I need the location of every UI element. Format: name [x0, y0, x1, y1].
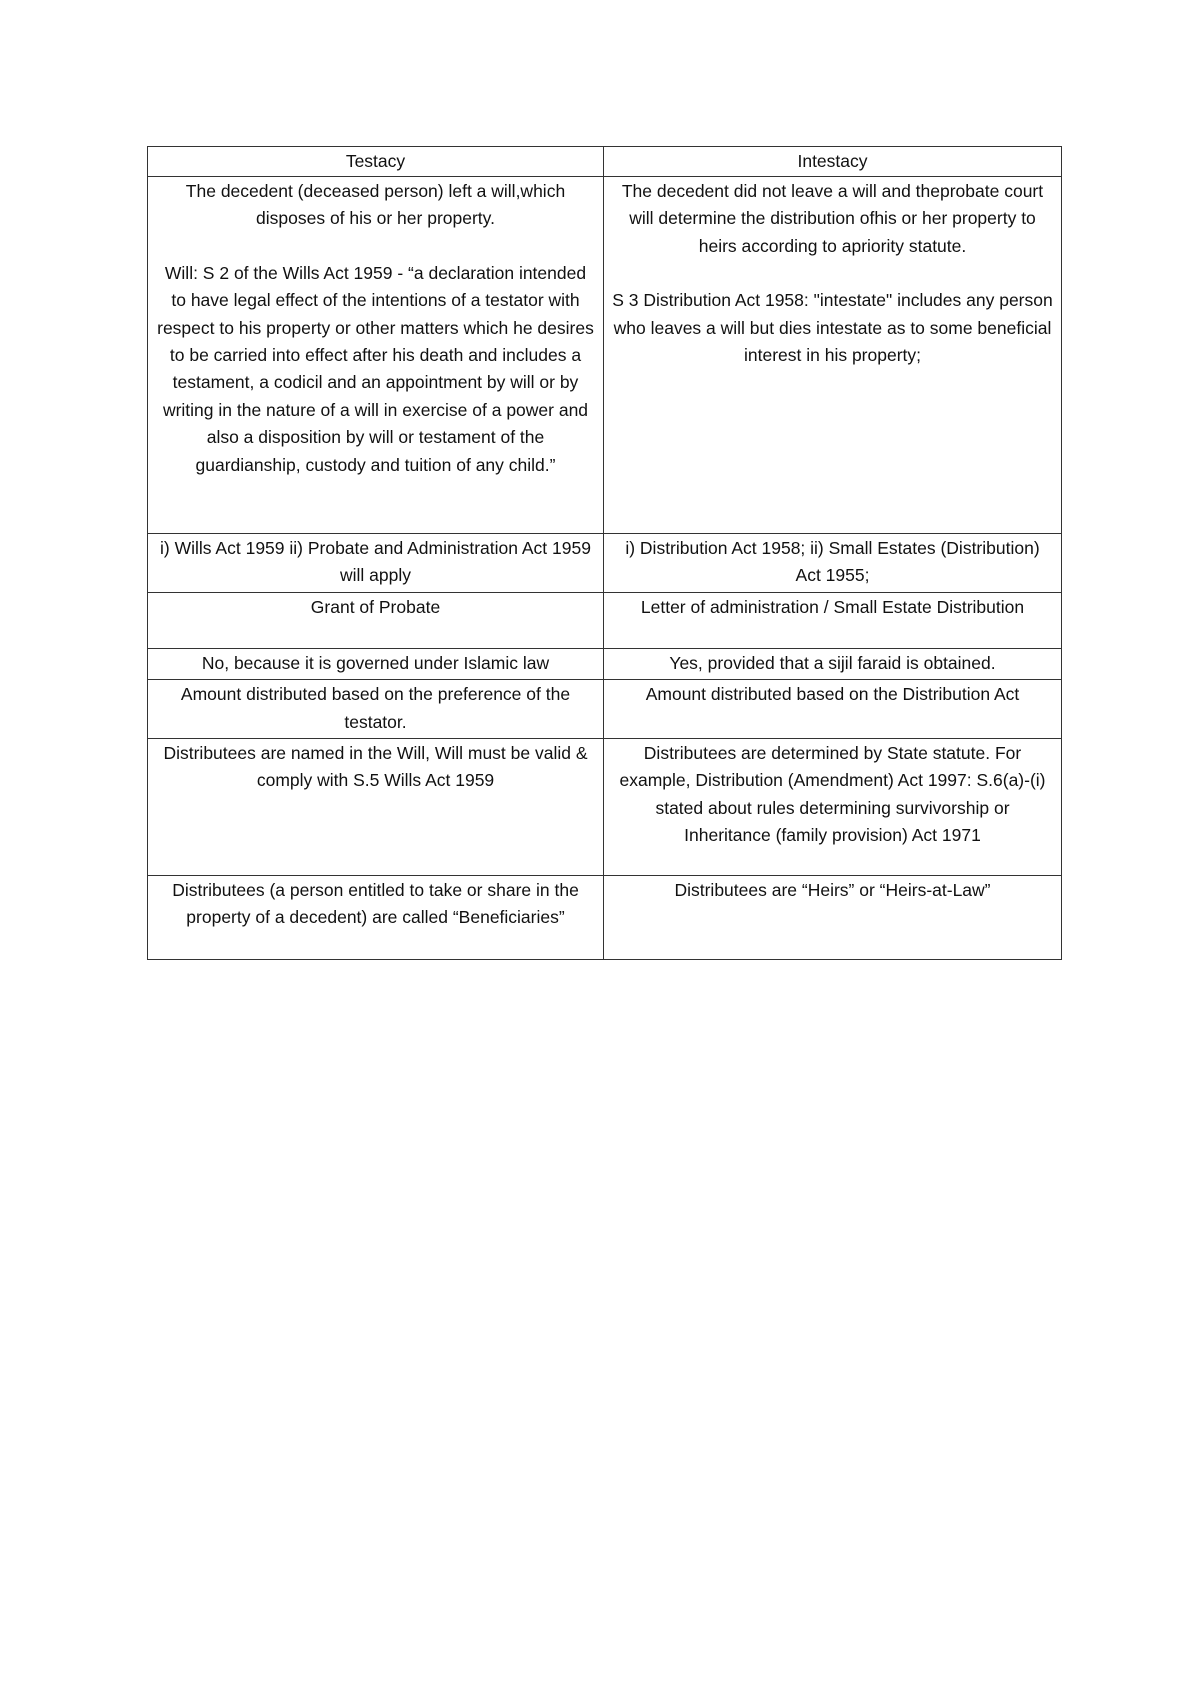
- testacy-cell: Grant of Probate: [148, 592, 604, 648]
- intestacy-cell: Distributees are determined by State statute. For example, Distribution (Amendment) Act 1997: S.6(a)-(i) stated about rules determining survivorship or Inheritance (family provision) Act 1971: [604, 739, 1062, 876]
- table-header-row: [148, 147, 1062, 177]
- intestacy-cell: Distributees are “Heirs” or “Heirs-at-Law”: [604, 876, 1062, 960]
- intestacy-cell: Amount distributed based on the Distribution Act: [604, 680, 1062, 739]
- table-row: [148, 648, 1062, 679]
- table-row: [148, 534, 1062, 593]
- intestacy-cell: [604, 177, 1062, 534]
- table-row: [148, 680, 1062, 739]
- table-row: [148, 739, 1062, 876]
- testacy-cell: Distributees are named in the Will, Will must be valid & comply with S.5 Wills Act 1959: [148, 739, 604, 876]
- table-row: [148, 592, 1062, 648]
- testacy-cell: No, because it is governed under Islamic law: [148, 648, 604, 679]
- testacy-intestacy-comparison-table: [147, 146, 1062, 960]
- testacy-will-definition: Will: S 2 of the Wills Act 1959 - “a declaration intended to have legal effect of the intentions of a testator with respect to his property or other matters which he desires to be carried into effect after his death and includes a testament, a codicil and an appointment by will or by writing in the nature of a will in exercise of a power and also a disposition by will or testament of the guardianship, custody and tuition of any child.”: [157, 262, 594, 475]
- table-row: [148, 876, 1062, 960]
- testacy-cell: [148, 177, 604, 534]
- header-intestacy: Intestacy: [604, 147, 1062, 177]
- testacy-cell: Amount distributed based on the preference of the testator.: [148, 680, 604, 739]
- header-testacy: Testacy: [148, 147, 604, 177]
- intestacy-cell: i) Distribution Act 1958; ii) Small Estates (Distribution) Act 1955;: [604, 534, 1062, 593]
- testacy-cell: i) Wills Act 1959 ii) Probate and Administration Act 1959 will apply: [148, 534, 604, 593]
- intestacy-cell: Letter of administration / Small Estate Distribution: [604, 592, 1062, 648]
- intestacy-definition: The decedent did not leave a will and theprobate court will determine the distribution ofhis or her property to heirs according to apriority statute.: [621, 181, 1044, 256]
- table-row: [148, 177, 1062, 534]
- testacy-cell: Distributees (a person entitled to take or share in the property of a decedent) are called “Beneficiaries”: [148, 876, 604, 960]
- intestacy-statute-definition: S 3 Distribution Act 1958: "intestate" includes any person who leaves a will but dies intestate as to some beneficial interest in his property;: [612, 290, 1053, 366]
- intestacy-cell: Yes, provided that a sijil faraid is obtained.: [604, 648, 1062, 679]
- testacy-definition: The decedent (deceased person) left a will,which disposes of his or her property.: [185, 181, 566, 229]
